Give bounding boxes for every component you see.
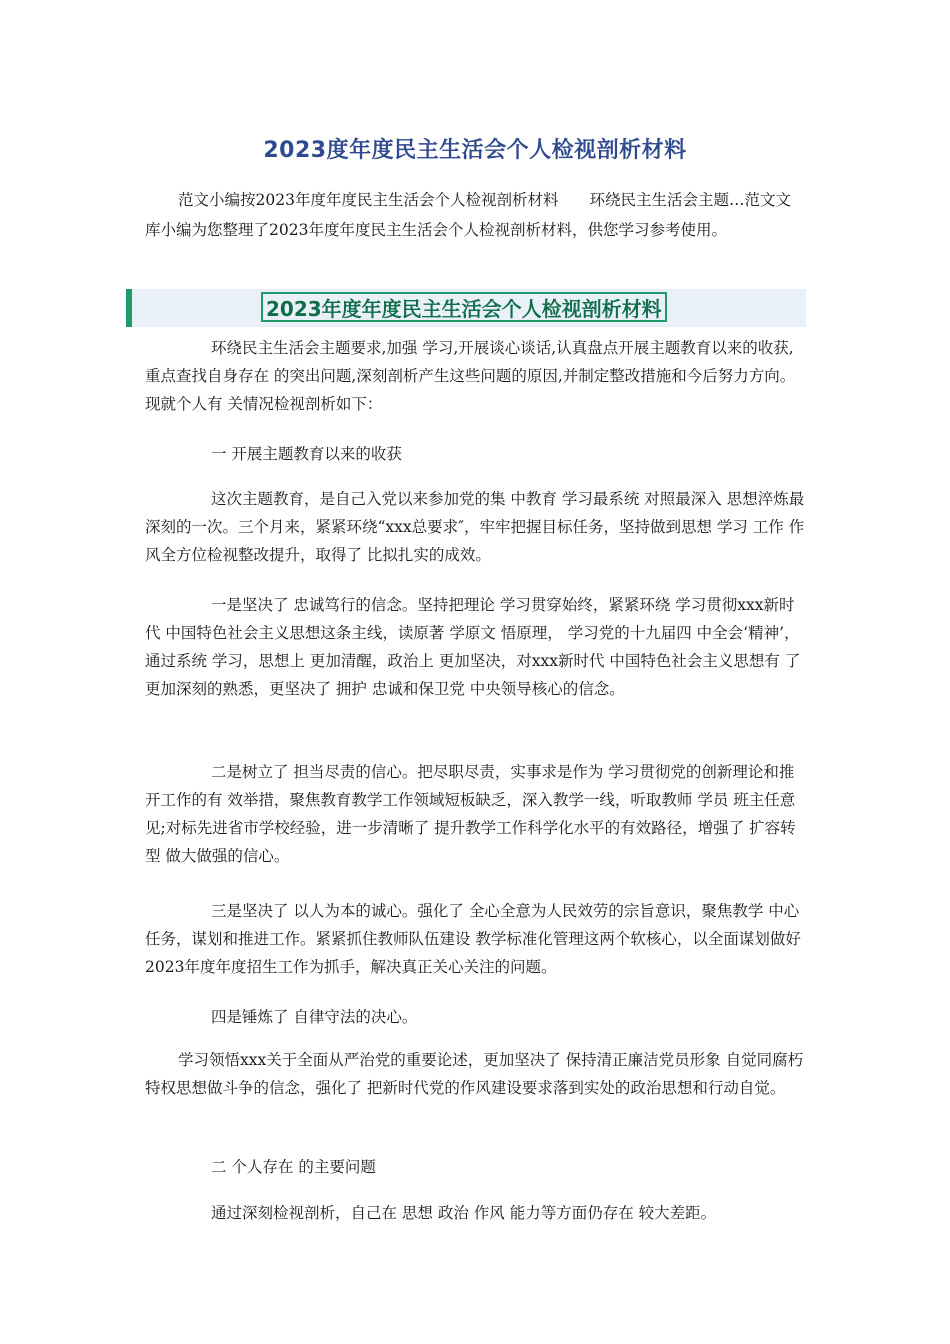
paragraph-text: 通过深刻检视剖析，自己在 思想 政治 作风 能力等方面仍存在 较大差距。 xyxy=(211,1204,717,1222)
paragraph-text: 学习领悟xxx关于全面从严治党的重要论述，更加坚决了 保持清正廉洁党员形象 自觉同腐朽 特权思想做斗争的信念，强化了 把新时代党的作风建设要求落到实处的政治思想和行动自觉。 xyxy=(145,1051,804,1097)
paragraph-text: 二是树立了 担当尽责的信心。把尽职尽责，实事求是作为 学习贯彻党的创新理论和推开工作的有 效举措，聚焦教育教学工作领域短板缺乏，深入教学一线，听取教师 学员 班主任意见;对标先进省市学校经验，进一步清晰了 提升教学工作科学化水平的有效路径，增强了 扩容转型 做大做强的信心。 xyxy=(145,763,796,865)
paragraph-text: 一是坚决了 忠诚笃行的信念。坚持把理论 学习贯穿始终，紧紧环绕 学习贯彻xxx新时代 中国特色社会主义思想这条主线，读原著 学原文 悟原理， 学习党的十九届四 中全会‘精神’，通过系统 学习，思想上 更加清醒，政治上 更加坚决，对xxx新时代 中国特色社会主义思想有 了 更加深刻的熟悉，更坚决了 拥护 忠诚和保卫党 中央领导核心的信念。 xyxy=(145,596,801,698)
paragraph-text: 四是锤炼了 自律守法的决心。 xyxy=(211,1008,418,1026)
document-title: 2023度年度民主生活会个人检视剖析材料 xyxy=(263,138,687,163)
paragraph-1 xyxy=(145,334,805,418)
section-heading-bar xyxy=(126,289,806,327)
paragraph-text: 环绕民主生活会主题要求,加强 学习,开展谈心谈话,认真盘点开展主题教育以来的收获,重点查找自身存在 的突出问题,深刻剖析产生这些问题的原因,并制定整改措施和今后努力方向。现就个人有 关情况检视剖析如下： xyxy=(145,339,796,413)
paragraph-8 xyxy=(145,1199,805,1227)
paragraph-3 xyxy=(145,591,805,703)
paragraph-4 xyxy=(145,758,805,870)
subheading-text: 一 开展主题教育以来的收获 xyxy=(211,445,402,463)
paragraph-7 xyxy=(145,1046,805,1102)
intro-paragraph: 范文小编按2023年度年度民主生活会个人检视剖析材料 环绕民主生活会主题…范文文库小编为您整理了2023年度年度民主生活会个人检视剖析材料，供您学习参考使用。 xyxy=(145,191,791,239)
section-accent-stripe xyxy=(126,289,132,327)
section-heading: 2023年度年度民主生活会个人检视剖析材料 xyxy=(261,292,667,322)
paragraph-text: 三是坚决了 以人为本的诚心。强化了 全心全意为人民效劳的宗旨意识，聚焦教学 中心任务，谋划和推进工作。紧紧抓住教师队伍建设 教学标准化管理这两个软核心，以全面谋划做好2023年度年度招生工作为抓手，解决真正关心关注的问题。 xyxy=(145,902,801,976)
paragraph-text: 这次主题教育，是自己入党以来参加党的集 中教育 学习最系统 对照最深入 思想淬炼最深刻的一次。三个月来，紧紧环绕“xxx总要求″，牢牢把握目标任务，坚持做到思想 学习 工作 作风全方位检视整改提升，取得了 比拟扎实的成效。 xyxy=(145,490,805,564)
paragraph-6 xyxy=(145,1003,805,1031)
paragraph-2 xyxy=(145,485,805,569)
subheading-text: 二 个人存在 的主要问题 xyxy=(211,1158,376,1176)
heading-gains xyxy=(145,440,805,468)
paragraph-5 xyxy=(145,897,805,981)
heading-problems xyxy=(145,1153,805,1181)
